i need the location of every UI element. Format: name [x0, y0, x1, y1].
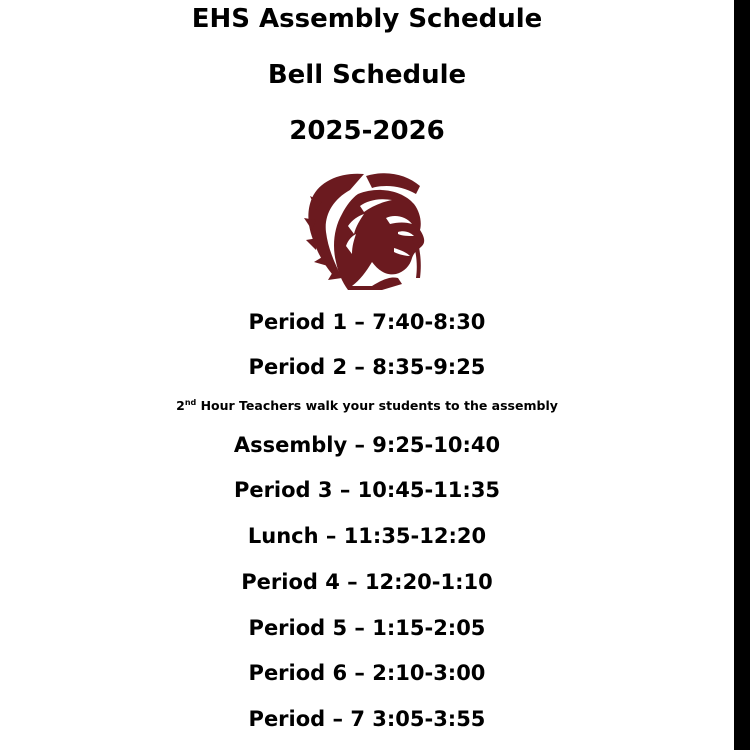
- page-edge-border: [734, 0, 750, 750]
- schedule-item-period-5: Period 5 – 1:15-2:05: [248, 616, 486, 640]
- schedule-item-period-4: Period 4 – 12:20-1:10: [241, 570, 493, 594]
- schedule-item-assembly: Assembly – 9:25-10:40: [233, 433, 501, 457]
- schedule-item-period-6: Period 6 – 2:10-3:00: [248, 661, 486, 685]
- note-ordinal: 2: [176, 398, 185, 413]
- note-ordinal-suffix: nd: [184, 397, 197, 407]
- indian-head-mascot-icon: [302, 166, 432, 292]
- school-year: 2025-2026: [289, 116, 445, 146]
- note-text: Hour Teachers walk your students to the assembly: [196, 398, 558, 413]
- schedule-item-period-3: Period 3 – 10:45-11:35: [233, 478, 501, 502]
- schedule-item-period-2: Period 2 – 8:35-9:25: [248, 355, 486, 379]
- page-subtitle: Bell Schedule: [267, 60, 467, 90]
- assembly-note: [0, 398, 734, 413]
- schedule-item-period-7: Period – 7 3:05-3:55: [248, 707, 486, 731]
- schedule-item-lunch: Lunch – 11:35-12:20: [247, 524, 487, 548]
- schedule-item-period-1: Period 1 – 7:40-8:30: [248, 310, 486, 334]
- page-title: EHS Assembly Schedule: [191, 4, 543, 34]
